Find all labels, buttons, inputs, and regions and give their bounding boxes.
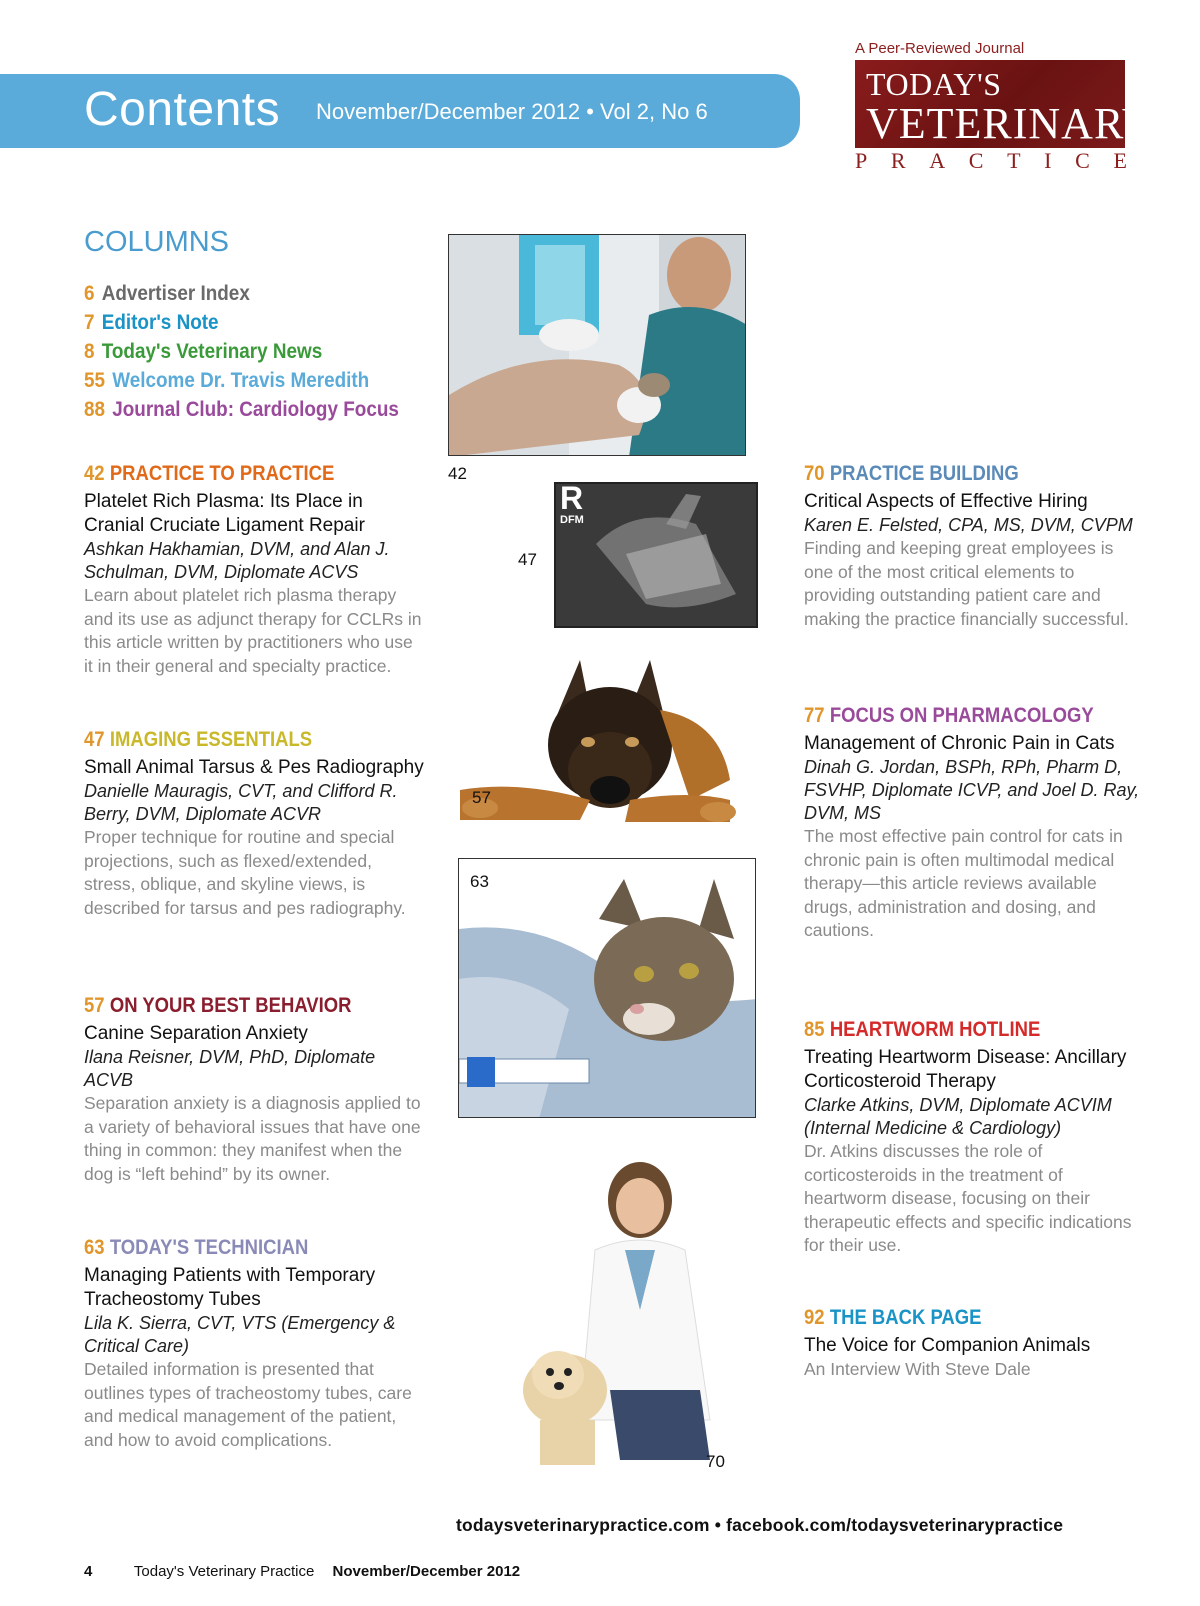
xray-marker: R: [560, 482, 584, 516]
issue-info: November/December 2012 • Vol 2, No 6: [316, 99, 708, 124]
dog-photo[interactable]: [460, 650, 750, 830]
article-description: The most effective pain control for cats in chronic pain is often multimodal medical therapy—this article reviews available drugs, administration and dosing, and cautions.: [804, 826, 1123, 940]
article-77[interactable]: [804, 704, 1144, 943]
section-heading: 63 TODAY'S TECHNICIAN: [84, 1236, 309, 1259]
photo-page-42: 42: [448, 464, 467, 483]
article-description: Proper technique for routine and special projections, such as flexed/extended, stress, oblique, and skyline views, is described for tarsus and pes radiography.: [84, 827, 406, 918]
article-title: Small Animal Tarsus & Pes Radiography: [84, 757, 424, 778]
article-author: Karen E. Felsted, CPA, MS, DVM, CVPM: [804, 515, 1133, 535]
column-item[interactable]: 6 Advertiser Index: [84, 282, 250, 305]
photo-page-57: 57: [472, 788, 491, 807]
xray-illustration: [556, 484, 756, 626]
article-47[interactable]: [84, 728, 424, 920]
german-shepherd-illustration: [460, 650, 750, 830]
cat-illustration: [459, 859, 756, 1118]
columns-heading: COLUMNS: [84, 226, 230, 258]
column-item[interactable]: 88 Journal Club: Cardiology Focus: [84, 398, 399, 421]
article-author: Clarke Atkins, DVM, Diplomate ACVIM (Internal Medicine & Cardiology): [804, 1095, 1112, 1138]
article-author: Dinah G. Jordan, BSPh, RPh, Pharm D, FSVHP, Diplomate ICVP, and Joel D. Ray, DVM, MS: [804, 757, 1140, 823]
section-heading: 92 THE BACK PAGE: [804, 1306, 982, 1329]
photo-page-63: 63: [470, 872, 489, 891]
xray-photo[interactable]: [554, 482, 758, 628]
journal-tagline: A Peer-Reviewed Journal: [855, 40, 1025, 57]
article-title: Treating Heartworm Disease: Ancillary Corticosteroid Therapy: [804, 1047, 1127, 1092]
page-footer: [84, 1563, 520, 1580]
section-heading: 85 HEARTWORM HOTLINE: [804, 1018, 1041, 1041]
columns-list: [84, 282, 434, 427]
section-heading: 70 PRACTICE BUILDING: [804, 462, 1019, 485]
article-70[interactable]: [804, 462, 1144, 631]
vet-puppy-photo[interactable]: [510, 1160, 730, 1472]
article-description: An Interview With Steve Dale: [804, 1359, 1031, 1379]
article-author: Ashkan Hakhamian, DVM, and Alan J. Schulman, DVM, Diplomate ACVS: [84, 539, 390, 582]
section-heading: 47 IMAGING ESSENTIALS: [84, 728, 313, 751]
publication-date: November/December 2012: [332, 1563, 521, 1580]
article-title: Platelet Rich Plasma: Its Place in Cranial Cruciate Ligament Repair: [84, 491, 365, 536]
logo-todays: TODAY'S: [866, 66, 1002, 102]
photo-page-47: 47: [518, 550, 537, 569]
article-description: Separation anxiety is a diagnosis applied to a variety of behavioral issues that have one thing in common: they manifest when the dog is “left behind” by its owner.: [84, 1093, 421, 1184]
article-description: Learn about platelet rich plasma therapy and its use as adjunct therapy for CCLRs in this article written by practitioners who use it in their general and specialty practice.: [84, 585, 422, 676]
section-heading: 42 PRACTICE TO PRACTICE: [84, 462, 335, 485]
article-author: Danielle Mauragis, CVT, and Clifford R. Berry, DVM, Diplomate ACVR: [84, 781, 398, 824]
article-title: Managing Patients with Temporary Tracheostomy Tubes: [84, 1265, 376, 1310]
vet-exam-illustration: [449, 235, 746, 456]
footer-links[interactable]: todaysveterinarypractice.com • facebook.com/todaysveterinarypractice: [456, 1515, 1064, 1535]
xray-label: DFM: [560, 514, 584, 526]
column-item[interactable]: 8 Today's Veterinary News: [84, 340, 323, 363]
section-heading: 77 FOCUS ON PHARMACOLOGY: [804, 704, 1094, 727]
article-42[interactable]: [84, 462, 424, 678]
article-title: Canine Separation Anxiety: [84, 1023, 308, 1044]
article-description: Finding and keeping great employees is one of the most critical elements to providing outstanding patient care and making the practice financially successful.: [804, 538, 1129, 629]
publication-name: Today's Veterinary Practice: [133, 1563, 315, 1580]
article-title: Management of Chronic Pain in Cats: [804, 733, 1115, 754]
column-item[interactable]: 7 Editor's Note: [84, 311, 219, 334]
page-number: 4: [84, 1563, 93, 1580]
section-heading: 57 ON YOUR BEST BEHAVIOR: [84, 994, 352, 1017]
article-63[interactable]: [84, 1236, 424, 1452]
article-author: Ilana Reisner, DVM, PhD, Diplomate ACVB: [84, 1047, 376, 1090]
article-57[interactable]: [84, 994, 424, 1186]
cat-photo[interactable]: [458, 858, 756, 1118]
article-92[interactable]: [804, 1306, 1144, 1382]
article-title: The Voice for Companion Animals: [804, 1335, 1091, 1356]
article-description: Detailed information is presented that outlines types of tracheostomy tubes, care and medical management of the patient, and how to avoid complications.: [84, 1359, 412, 1450]
column-item[interactable]: 55 Welcome Dr. Travis Meredith: [84, 369, 370, 392]
article-title: Critical Aspects of Effective Hiring: [804, 491, 1088, 512]
photo-page-70: 70: [706, 1452, 725, 1471]
logo-practice: P R A C T I C E: [855, 148, 1127, 173]
article-85[interactable]: [804, 1018, 1144, 1258]
vet-exam-photo[interactable]: [448, 234, 746, 456]
logo-veterinary: VETERINARY: [866, 99, 1155, 148]
article-description: Dr. Atkins discusses the role of corticosteroids in the treatment of heartworm disease, focusing on their therapeutic effects and specific indications for their use.: [804, 1141, 1132, 1255]
article-author: Lila K. Sierra, CVT, VTS (Emergency & Critical Care): [84, 1313, 396, 1356]
page-title: Contents: [84, 83, 281, 136]
vet-with-puppy-illustration: [510, 1160, 730, 1472]
